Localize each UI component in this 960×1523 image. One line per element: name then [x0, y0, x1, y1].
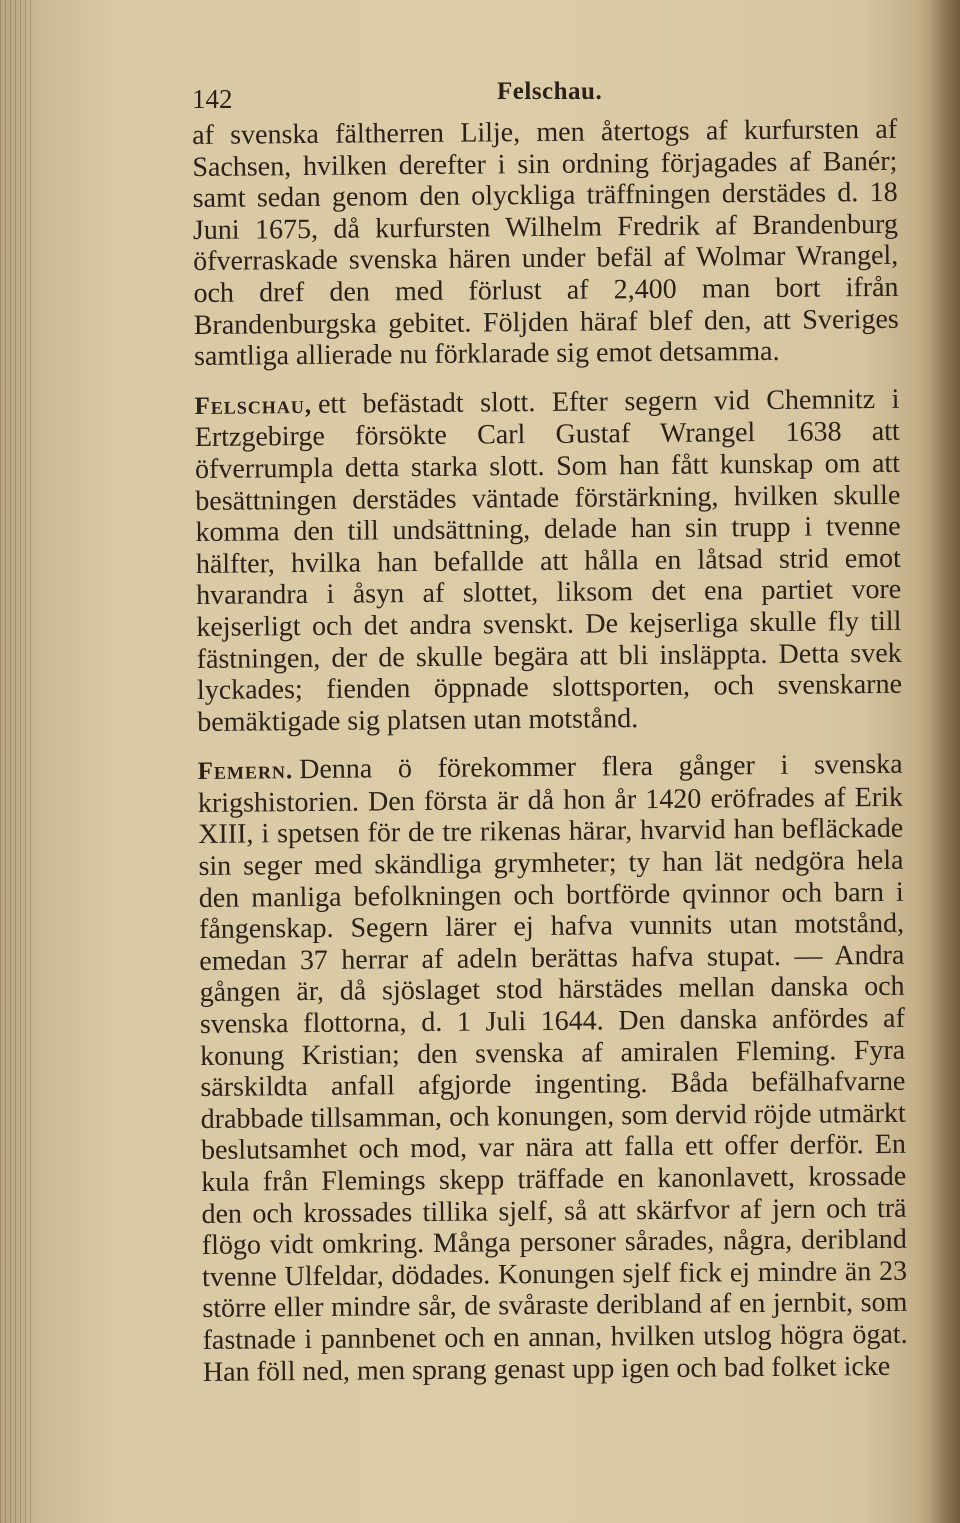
entry-headword: Felschau, — [194, 391, 313, 420]
page-binding-edge — [0, 0, 34, 1523]
page-number: 142 — [192, 84, 233, 114]
paragraph-text: Denna ö förekommer flera gånger i svenska krigshistorien. Den första är då hon år 1420 eröfrades af Erik XIII, i spetsen för de tre rikenas härar, hvarvid han befläckade sin seger med skändliga grymheter; ty han lät nedgöra hela den manliga befolkningen och bortförde qvinnor och barn i fångenskap. Segern lärer ej hafva vunnits utan motstånd, emedan 37 herrar af adeln berättas hafva stupat. — Andra gången är, då sjöslaget stod härstädes mellan danska och svenska flottorna, d. 1 Juli 1644. Den danska anfördes af konung Kristian; den svenska af amiralen Fleming. Fyra särskildta anfall afgjorde ingenting. Båda befälhafvarne drabbade tillsamman, och konungen, som dervid röjde utmärkt beslutsamhet och mod, var nära att falla ett offer derför. En kula från Flemings skepp träffade en kanonlavett, krossade den och krossades tillika sjelf, så att skärfvor af jern och trä flögo vidt omkring. Många personer sårades, några, deribland tvenne Ulfeldar, dödades. Konungen sjelf fick ej mindre än 23 större eller mindre sår, de svåraste deribland af en jernbit, som fastnade i pannbenet och en annan, hvilken utslog högra ögat. Han föll ned, men sprang genast upp igen och bad folket icke — [197, 749, 908, 1388]
entry-felschau — [194, 384, 902, 739]
paragraph-text: ett befästadt slott. Efter segern vid Chemnitz i Ertzgebirge försökte Carl Gustaf Wrangel 1638 att öfverrumpla detta starka slott. Som han fått kunskap om att besättningen derstädes väntade förstärkning, hvilken skulle komma den till undsättning, delade han sin trupp i tvenne hälfter, hvilka han befallde att hålla en låtsad strid emot hvarandra i åsyn af slottet, liksom det ena partiet vore kejserligt och det andra svenskt. De kejserliga skulle fly till fästningen, der de skulle begära att bli insläppta. Detta svek lyckades; fienden öppnade slottsporten, och svenskarne bemäktigade sig platsen utan motstånd. — [194, 383, 903, 738]
entry-femern — [198, 749, 908, 1388]
page-fore-edge — [930, 0, 960, 1523]
body-text — [192, 114, 908, 1388]
paragraph-continuation — [192, 114, 899, 373]
running-head: Felschau. — [497, 78, 603, 105]
paragraph-text: af svenska fältherren Lilje, men återtogs af kurfursten af Sachsen, hvilken derefter i sin ordning förjagades af Banér; samt sedan genom den olyckliga träffningen derstädes d. 18 Juni 1675, då kurfursten Wilhelm Fredrik af Brandenburg öfverraskade svenska hären under befäl af Wolmar Wrangel, och dref den med förlust af 2,400 man bort ifrån Brandenburgska gebitet. Följden häraf blef den, att Sveriges samtliga allierade nu förklarade sig emot detsamma. — [192, 113, 899, 373]
entry-headword: Femern. — [197, 757, 294, 786]
page-header — [192, 78, 912, 114]
